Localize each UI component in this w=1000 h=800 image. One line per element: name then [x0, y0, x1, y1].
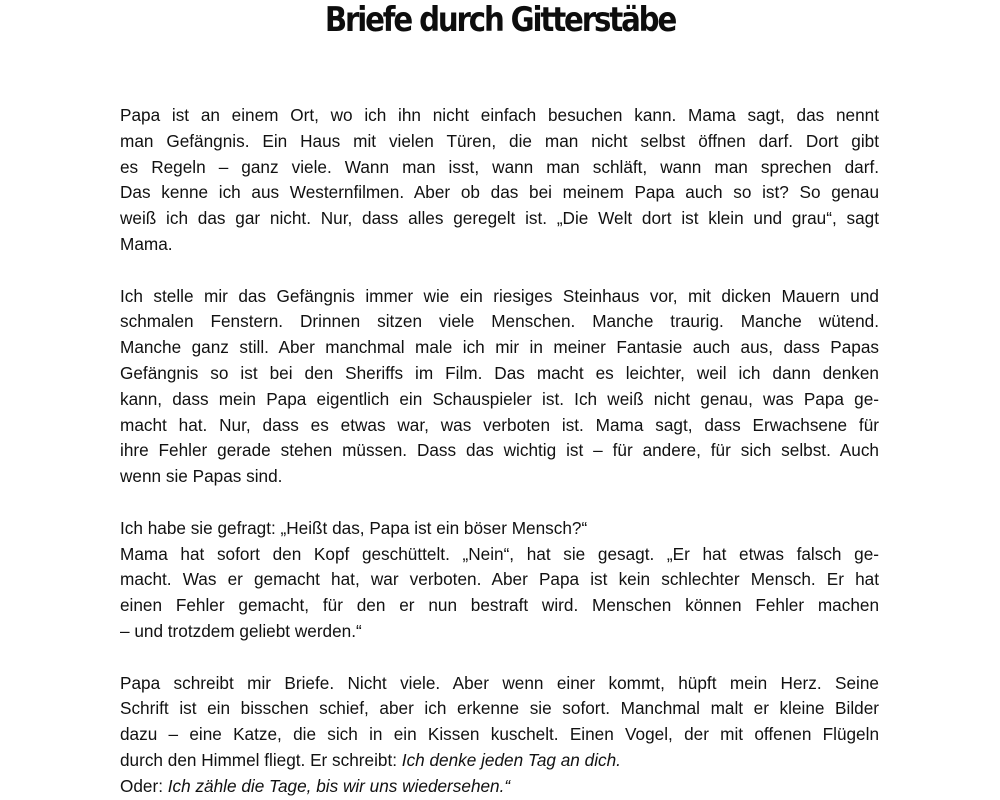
- text-line: schmalen Fenstern. Drinnen sitzen viele Menschen. Manche traurig. Manche wütend.: [120, 311, 879, 332]
- text-fragment: durch den Himmel fliegt. Er schreibt:: [120, 749, 402, 770]
- paragraph-1: [120, 103, 879, 258]
- text-line: Gefängnis so ist bei den Sheriffs im Film. Das macht es leichter, weil ich dann denken: [120, 362, 879, 383]
- text-line-with-quote: [120, 774, 879, 800]
- text-line: wenn sie Papas sind.: [120, 466, 283, 487]
- text-line: macht hat. Nur, dass es etwas war, was verboten ist. Mama sagt, dass Erwachsene für: [120, 414, 879, 435]
- text-line: Mama.: [120, 233, 173, 254]
- text-line: kann, dass mein Papa eigentlich ein Schauspieler ist. Ich weiß nicht genau, was Papa ge-: [120, 388, 879, 409]
- text-line: dazu – eine Katze, die sich in ein Kissen kuschelt. Einen Vogel, der mit offenen Flügeln: [120, 724, 879, 745]
- text-fragment: Oder:: [120, 775, 168, 796]
- text-line-with-quote: [120, 748, 879, 774]
- text-line: Papa schreibt mir Briefe. Nicht viele. Aber wenn einer kommt, hüpft mein Herz. Seine: [120, 672, 879, 693]
- document-body: [120, 103, 879, 800]
- paragraph-2: [120, 284, 879, 490]
- text-line: Papa ist an einem Ort, wo ich ihn nicht einfach besuchen kann. Mama sagt, das nennt: [120, 105, 879, 125]
- document-title: Briefe durch Gitterstäbe: [324, 0, 676, 40]
- quoted-letter-text: Ich denke jeden Tag an dich.: [401, 749, 621, 770]
- paragraph-4: [120, 671, 879, 800]
- paragraph-3: [120, 516, 879, 645]
- text-line: Mama hat sofort den Kopf geschüttelt. „Nein“, hat sie gesagt. „Er hat etwas falsch ge-: [120, 543, 879, 564]
- text-line: Ich stelle mir das Gefängnis immer wie ein riesiges Steinhaus vor, mit dicken Mauern und: [120, 285, 879, 306]
- text-line: weiß ich das gar nicht. Nur, dass alles geregelt ist. „Die Welt dort ist klein und grau“, sagt: [120, 208, 879, 229]
- text-line: Das kenne ich aus Westernfilmen. Aber ob das bei meinem Papa auch so ist? So genau: [120, 182, 879, 203]
- text-line: einen Fehler gemacht, für den er nun bestraft wird. Menschen können Fehler machen: [120, 595, 879, 616]
- text-line: Manche ganz still. Aber manchmal male ich mir in meiner Fantasie auch aus, dass Papas: [120, 337, 879, 358]
- text-line: ihre Fehler gerade stehen müssen. Dass das wichtig ist – für andere, für sich selbst. Auch: [120, 440, 879, 461]
- text-line: macht. Was er gemacht hat, war verboten. Aber Papa ist kein schlechter Mensch. Er hat: [120, 569, 879, 590]
- text-line: man Gefängnis. Ein Haus mit vielen Türen, die man nicht selbst öffnen darf. Dort gibt: [120, 130, 879, 151]
- text-line: Ich habe sie gefragt: „Heißt das, Papa ist ein böser Mensch?“: [120, 517, 588, 538]
- text-line: es Regeln – ganz viele. Wann man isst, wann man schläft, wann man sprechen darf.: [120, 156, 879, 177]
- text-line: – und trotzdem geliebt werden.“: [120, 620, 362, 641]
- text-line: Schrift ist ein bisschen schief, aber ich erkenne sie sofort. Manchmal malt er kleine Bilder: [120, 698, 879, 719]
- quoted-letter-text: Ich zähle die Tage, bis wir uns wiedersehen.“: [167, 775, 511, 796]
